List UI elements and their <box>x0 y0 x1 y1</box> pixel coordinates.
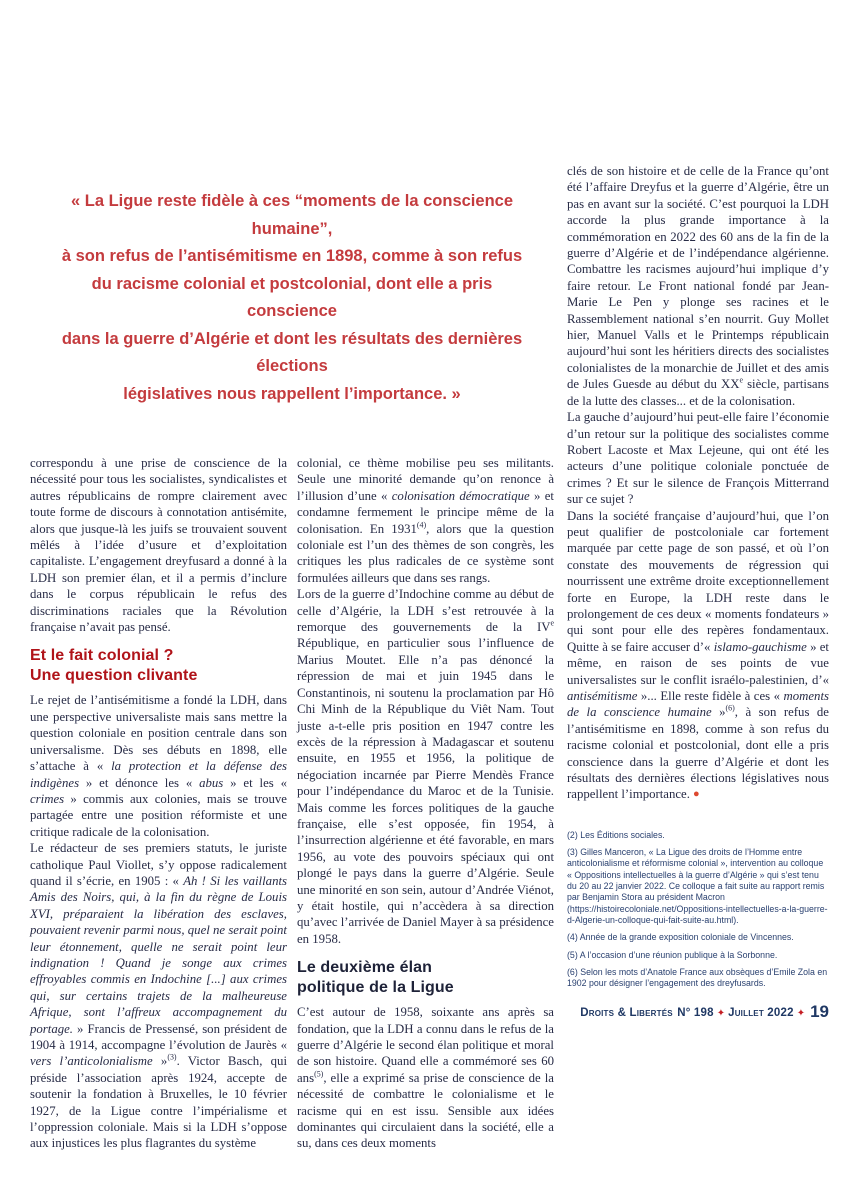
heading-line: Le deuxième élan <box>297 959 432 977</box>
paragraph: clés de son histoire et de celle de la France qu’ont été l’affaire Dreyfus et la guerre d’Algérie, être un pas en avant sur la société. C’est pourquoi la LDH accorde la plus grande importance à la commémoration en 2022 des 60 ans de la fin de la guerre d’Algérie et de l’indépendance algérienne. Combattre les racismes aujourd’hui implique d’y faire retour. Le Front national fondé par Jean-Marie Le Pen y plonge ses racines et le Rassemblement national s’en nourrit. Guy Mollet hier, Manuel Valls et le Printemps républicain aujourd’hui sont les héritiers directs des socialistes colonialistes de la monarchie de Juillet et des amis de Jules Guesde au début du XXe siècle, partisans de la lutte des classes... et de la colonisation. <box>567 164 829 408</box>
pull-quote-line: législatives nous rappellent l’importance. » <box>123 384 461 403</box>
footer-issue: N° 198 <box>677 1007 714 1020</box>
article-columns <box>30 455 554 1152</box>
pull-quote-line: dans la guerre d’Algérie et dont les résultats des dernières élections <box>61 329 523 375</box>
diamond-icon: ✦ <box>796 1008 806 1020</box>
column-1 <box>30 455 287 1152</box>
diamond-icon: ✦ <box>716 1008 726 1020</box>
pull-quote-line: à son refus de l’antisémitisme en 1898, comme à son refus <box>61 247 523 265</box>
column-2 <box>297 455 554 1152</box>
footer-publication: Droits & Libertés <box>580 1007 673 1020</box>
footnotes <box>567 830 829 990</box>
paragraph: Le rédacteur de ses premiers statuts, le juriste catholique Paul Viollet, s’y oppose radicalement quand il s’écrie, en 1905 : « Ah ! Si les vaillants Amis des Noirs, qui, à la fin du règne de Louis XVI, préparaient la libération des esclaves, pouvaient revenir parmi nous, quel ne serait point leur étonnement, quelle ne serait point leur indignation ! Quand je songe aux crimes effroyables commis en Indochine [...] aux crimes qui, sur certains trajets de la malheureuse Afrique, sont l’affreux accompagnement du portage. » Francis de Pressensé, son président de 1904 à 1914, accompagne l’évolution de Jaurès « vers l’anticolonialisme »$^{(3)}$. Victor Basch, qui préside l’association après 1924, accepte de soutenir la fondation à Bruxelles, le 10 février 1927, de la Ligue contre l’impérialisme et l’oppression coloniale. Mais si la LDH s’oppose aux injustices les plus flagrantes du système <box>30 841 288 1151</box>
paragraph: La gauche d’aujourd’hui peut-elle faire l’économie d’un retour sur la politique des socialistes comme Robert Lacoste et Max Lejeune, qui ont été les acteurs d’une politique coloniale ponctuée de crimes ? Et sur le silence de François Mitterrand sur ce sujet ? <box>567 410 829 507</box>
end-of-article-dot-icon: ● <box>692 788 700 801</box>
footnote: (6) Selon les mots d’Anatole France aux obsèques d’Emile Zola en 1902 pour désigner l’engagement des dreyfusards. <box>567 966 828 989</box>
pull-quote-line: du racisme colonial et postcolonial, dont elle a pris conscience <box>91 274 493 320</box>
footnote: (5) A l’occasion d’une réunion publique à la Sorbonne. <box>567 949 778 960</box>
paragraph: C’est autour de 1958, soixante ans après sa fondation, que la LDH a connu dans le refus de la guerre d’Algérie le second élan politique et moral de son histoire. Quand elle a commémoré ses 60 ans$^{(5)}$, elle a exprimé sa prise de conscience de la nécessité de combattre le colonialisme et le racisme qui en est issu. Sensible aux idées dominantes qui circulaient dans la société, elle a su, dans ces deux moments <box>297 1005 554 1151</box>
footnote: (3) Gilles Manceron, « La Ligue des droits de l’Homme entre anticolonialisme et réformisme colonial », intervention au colloque « Oppositions intellectuelles à la guerre d’Algérie » qui s’est tenu du 20 au 22 janvier 2022. Ce colloque a fait suite au rapport remis par Benjamin Stora au président Macron (https://histoirecoloniale.net/Oppositions-intellectuelles-a-la-guerre-d-Algerie-un-colloque-qui-fait-suite-au.html). <box>567 847 828 925</box>
column-3 <box>567 0 829 1152</box>
footer-page-number: 19 <box>810 1002 829 1022</box>
heading-line: Et le fait colonial ? <box>30 647 174 665</box>
footnote: (2) Les Éditions sociales. <box>567 829 665 840</box>
footer-date: Juillet 2022 <box>728 1007 794 1020</box>
heading-line: Une question clivante <box>30 666 198 684</box>
section-heading-second-elan <box>297 958 554 997</box>
page-footer <box>567 1002 829 1022</box>
paragraph-text: Dans la société française d’aujourd’hui, que l’on peut qualifier de postcoloniale car fortement marquée par cette page de son passé, et où l’on constate des mouvements de régression qui nourrissent une extrême droite exceptionnellement forte en Europe, la LDH reste dans le prolongement de ces deux « moments fondateurs » qui sont pour elle des repères fondamentaux. Quitte à se faire accuser d’« islamo-gauchisme » et même, en raison de ses points de vue universalistes sur le conflit israélo-palestinien, d’« antisémitisme »... Elle reste fidèle à ces « moments de la conscience humaine »$^{(6)}$, à son refus de l’antisémitisme en 1898, comme à son refus du racisme colonial et postcolonial, dont elle a pris conscience dans la guerre d’Algérie et dont les résultats des dernières élections législatives nous rappellent l’importance. <box>567 508 829 802</box>
footnote: (4) Année de la grande exposition coloniale de Vincennes. <box>567 932 794 943</box>
paragraph: Le rejet de l’antisémitisme a fondé la LDH, dans une perspective universaliste mais sans mettre la question coloniale en position centrale dans son universalisme. Dès ses débuts en 1898, elle s’attache à « la protection et la défense des indigènes » et dénonce les « abus » et les « crimes » commis aux colonies, mais se trouve partagée entre une position réformiste et une critique radicale de la colonisation. <box>30 693 287 839</box>
left-region <box>30 0 554 1152</box>
heading-line: politique de la Ligue <box>297 978 454 996</box>
section-heading-colonial <box>30 646 287 685</box>
paragraph: colonial, ce thème mobilise peu ses militants. Seule une minorité demande qu’on renonce à l’illusion d’une « colonisation démocratique » et condamne fermement le principe même de la colonisation. En 1931$^{(4)}$, alors que la question coloniale est l’un des thèmes de son congrès, les critiques les plus radicales de ce système sont formulées ailleurs que dans ses rangs. <box>297 456 554 585</box>
pull-quote <box>49 188 535 408</box>
paragraph: Lors de la guerre d’Indochine comme au début de celle d’Algérie, la LDH s’est retrouvée à la remorque des gouvernements de la IVe République, en particulier sous l’influence de Marius Moutet. Elle n’a pas dénoncé la répression de mai et juin 1945 dans le Constantinois, ni soutenu la proclamation par Hô Chi Minh de la République du Viêt Nam. Tout juste a-t-elle pris position en 1947 contre les excès de la répression à Madagascar et soutenu ensuite, en 1955 et 1956, la politique de négociation incarnée par Pierre Mendès France pour l’indépendance du Maroc et de la Tunisie. Mais comme les forces politiques de la gauche française, elle s’est opposée, fin 1954, à l’insurrection algérienne et été favorable, en mars 1956, au vote des pouvoirs spéciaux qui ont plongé le pays dans la guerre d’Algérie. Seule une minorité en son sein, autour d’Andrée Viénot, y était hostile, qui n’accèdera à sa direction qu’avec l’arrivée de Daniel Mayer à sa présidence en 1958. <box>297 587 554 946</box>
paragraph: correspondu à une prise de conscience de la nécessité pour tous les socialistes, syndicalistes et autres républicains de rompre clairement avec toute forme de discours à connotation antisémite, alors que jusque-là les juifs se trouvaient souvent mêlés à l’idée d’usure et d’exploitation capitaliste. L’engagement dreyfusard a donné à la LDH son premier élan, et il a permis d’inclure dans le corpus républicain le refus des discriminations raciales que la Révolution française n’avait pas pensé. <box>30 456 287 635</box>
paragraph <box>567 508 829 803</box>
pull-quote-line: « La Ligue reste fidèle à ces “moments de la conscience humaine”, <box>70 192 513 238</box>
